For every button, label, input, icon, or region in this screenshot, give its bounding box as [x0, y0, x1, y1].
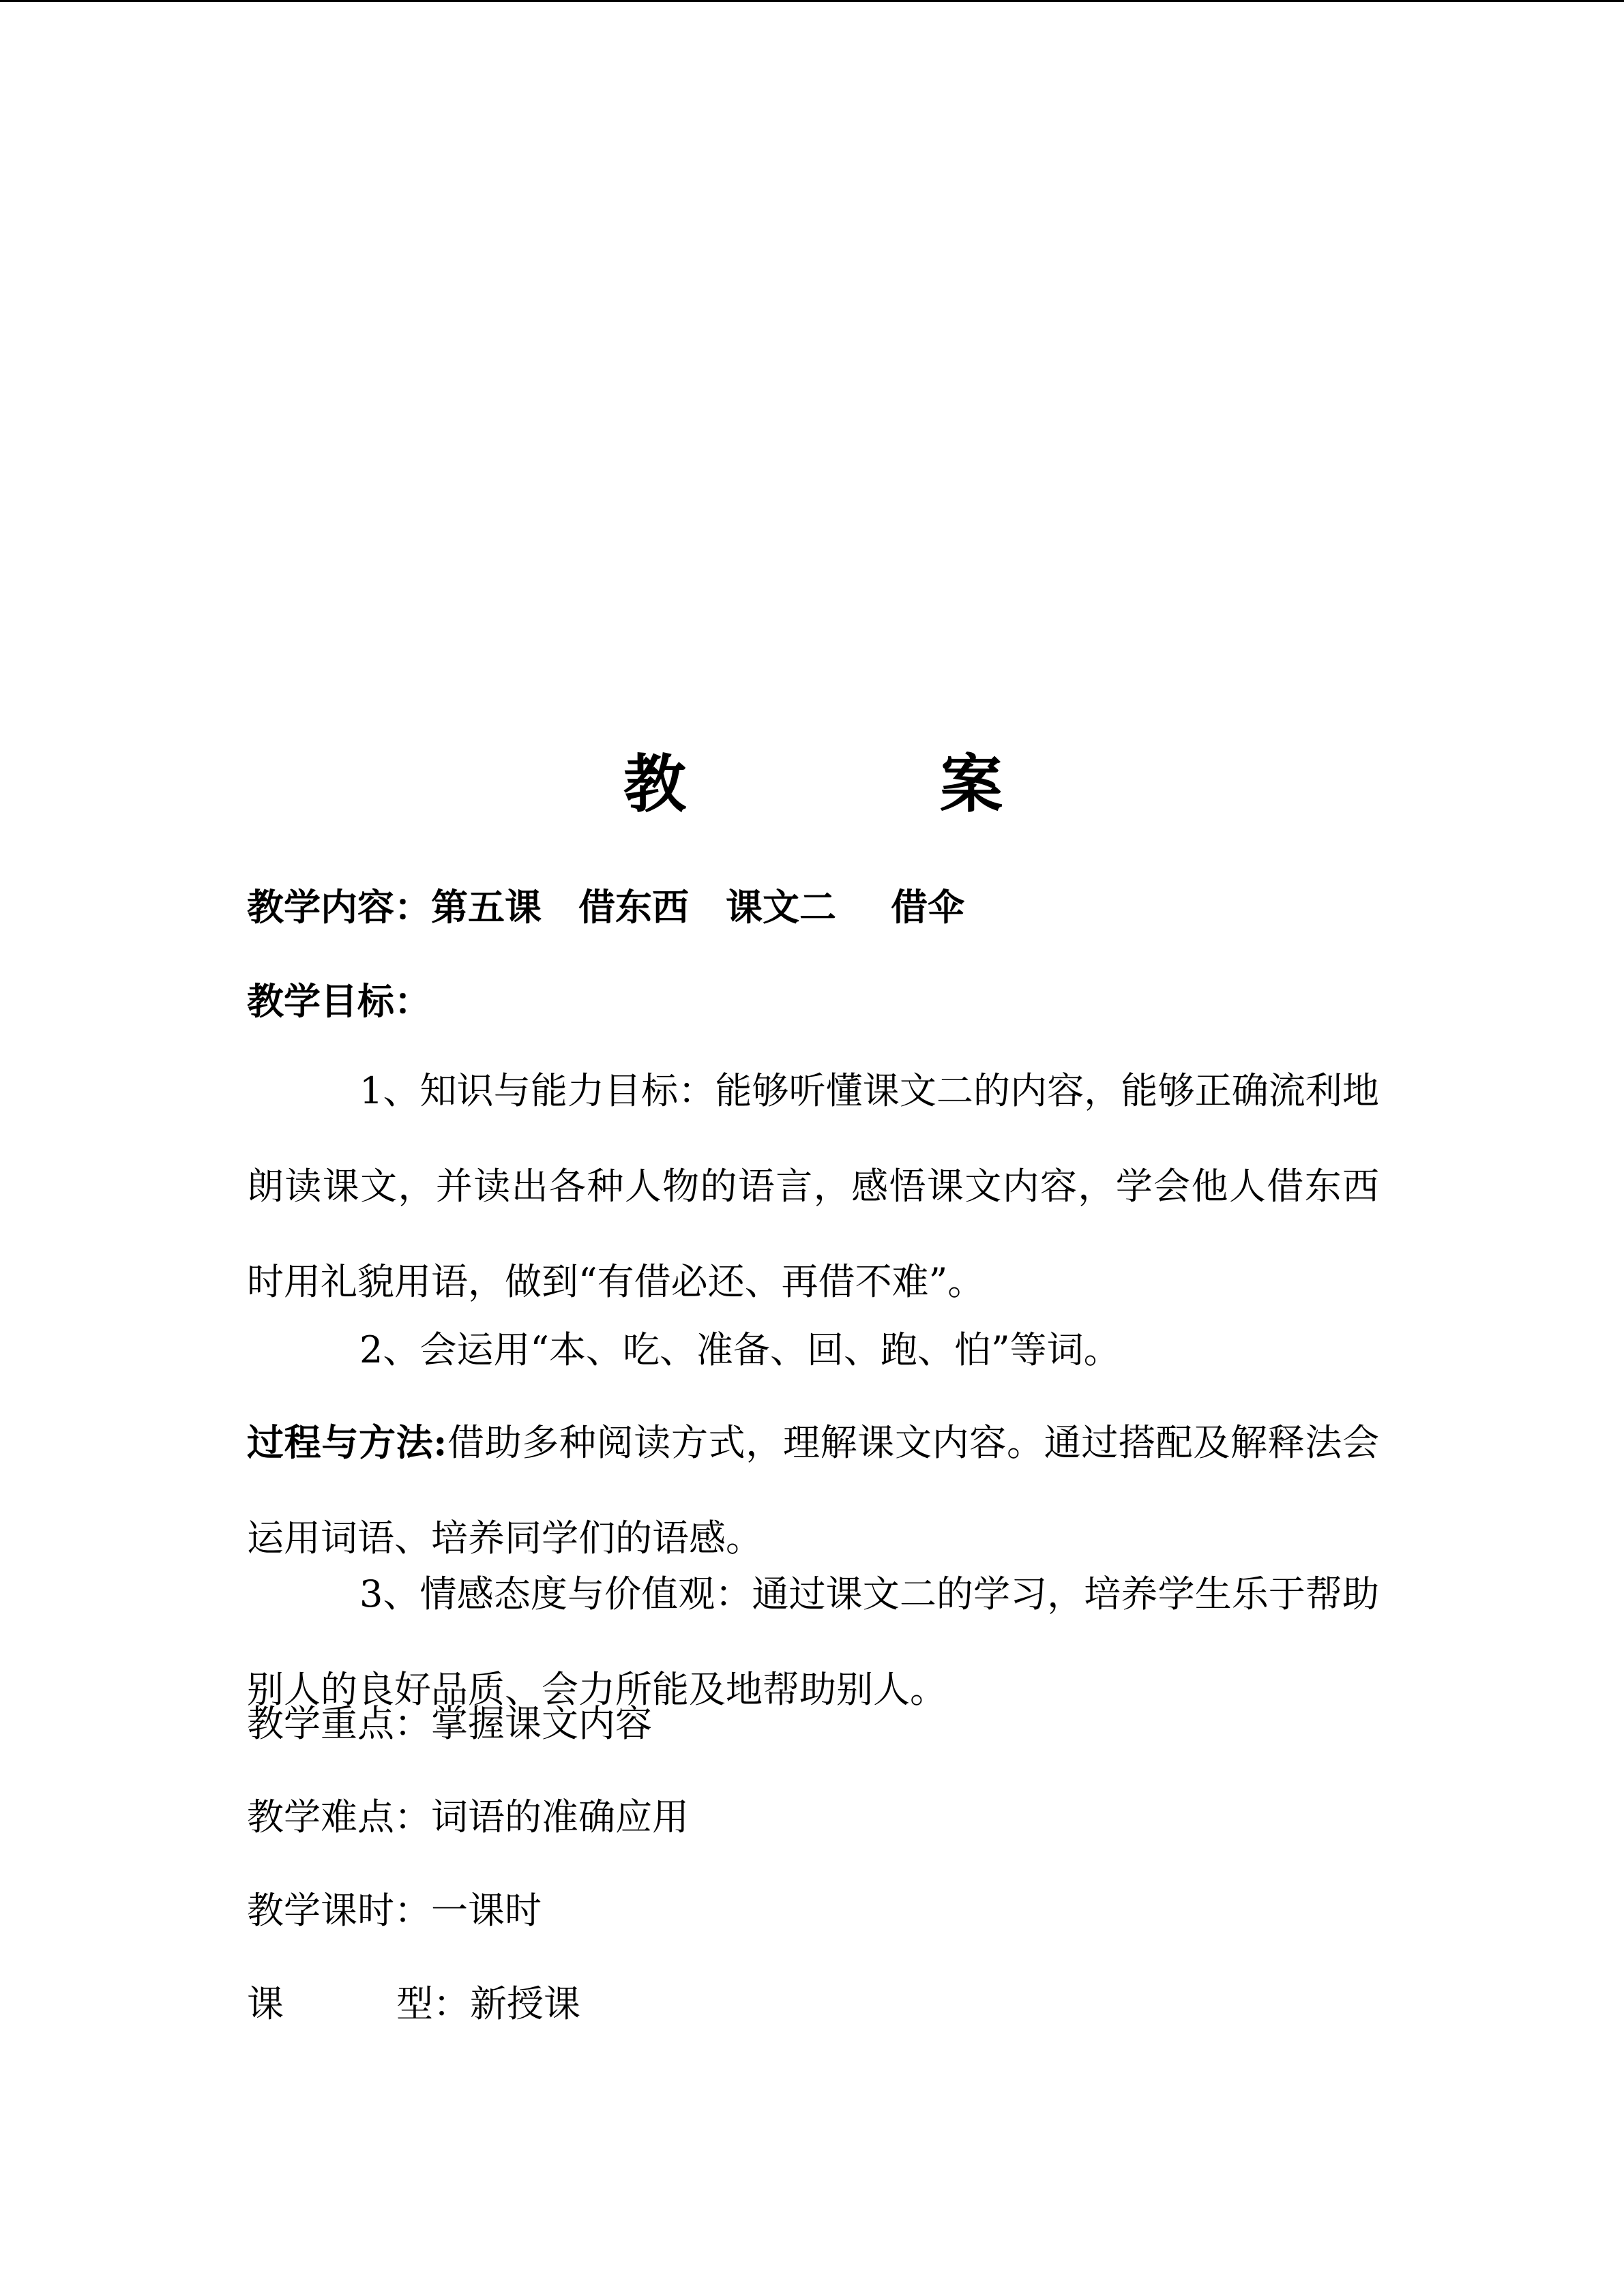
teaching-content-label: 教学内容：: [247, 885, 431, 929]
process-method-label: 过程与方法:: [247, 1420, 447, 1464]
text-number: 课文二: [726, 885, 836, 929]
lesson-type-value: 新授课: [470, 1982, 580, 2025]
lesson-type-label-a: 课: [247, 1982, 284, 2025]
lesson-type-line: [247, 1980, 580, 2028]
unit-title: 借东西: [578, 885, 689, 929]
objective-2-paragraph: [247, 1302, 1379, 1398]
key-point-line: [247, 1700, 652, 1748]
objective-3-text: 3、情感态度与价值观：通过课文二的学习，培养学生乐于帮助别人的良好品质、会力所能及地帮助别人。: [247, 1572, 1379, 1711]
teaching-content-line: [247, 883, 964, 931]
lesson-number: 第五课: [431, 885, 542, 929]
top-border-line: [0, 0, 1624, 2]
difficulty-value: 词语的准确应用: [431, 1795, 689, 1838]
lesson-type-label-b: 型：: [396, 1982, 470, 2025]
text-title: 借伞: [891, 885, 964, 929]
objective-2-text: 2、会运用“本、吃、准备、回、跑、怕”等词。: [359, 1328, 1121, 1371]
difficulty-line: [247, 1793, 689, 1841]
key-point-value: 掌握课文内容: [431, 1702, 652, 1745]
class-hours-value: 一课时: [431, 1889, 542, 1932]
class-hours-line: [247, 1887, 542, 1935]
document-title: 教 案: [623, 747, 1098, 821]
class-hours-label: 教学课时：: [247, 1889, 431, 1932]
key-point-label: 教学重点：: [247, 1702, 431, 1745]
objectives-heading: 教学目标：: [247, 979, 431, 1023]
objective-1-text: 1、知识与能力目标：能够听懂课文二的内容，能够正确流利地朗读课文，并读出各种人物的语言，感悟课文内容，学会他人借东西时用礼貌用语，做到“有借必还、再借不难”。: [247, 1069, 1379, 1303]
difficulty-label: 教学难点：: [247, 1795, 431, 1838]
process-method-text: 借助多种阅读方式，理解课文内容。通过搭配及解释法会运用词语、培养同学们的语感。: [247, 1421, 1379, 1560]
objective-1-paragraph: [247, 1043, 1379, 1330]
